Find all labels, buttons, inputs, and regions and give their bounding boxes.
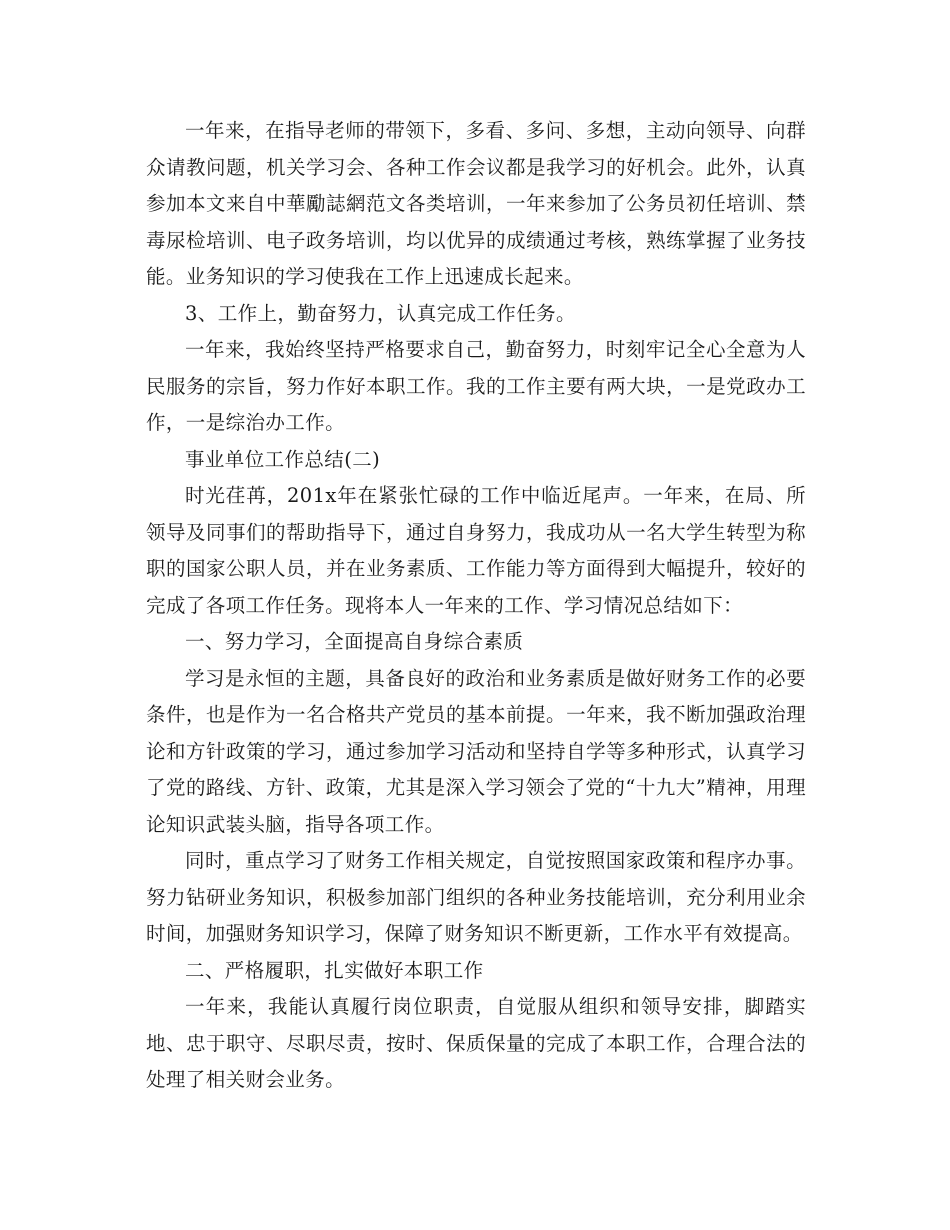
paragraph-year-overview: 时光荏苒，201x年在紧张忙碌的工作中临近尾声。一年来，在局、所领导及同事们的帮助指导下，通过自身努力，我成功从一名大学生转型为称职的国家公职人员，并在业务素质、工作能力等方面得到大幅提升，较好的完成了各项工作任务。现将本人一年来的工作、学习情况总结如下：	[146, 484, 806, 617]
paragraph-finance-study: 同时，重点学习了财务工作相关规定，自觉按照国家政策和程序办事。努力钻研业务知识，积极参加部门组织的各种业务技能培训，充分利用业余时间，加强财务知识学习，保障了财务知识不断更新，工作水平有效提高。	[146, 849, 806, 945]
document-title-summary-two: 事业单位工作总结(二)	[185, 447, 381, 471]
section-heading-study: 一、努力学习，全面提高自身综合素质	[185, 630, 524, 653]
paragraph-job-performance: 一年来，我能认真履行岗位职责，自觉服从组织和领导安排，脚踏实地、忠于职守、尽职尽责，按时、保质保量的完成了本职工作，合理合法的处理了相关财会业务。	[146, 995, 806, 1091]
section-heading-duties: 二、严格履职，扎实做好本职工作	[185, 958, 484, 982]
paragraph-training: 一年来，在指导老师的带领下，多看、多问、多想，主动向领导、向群众请教问题，机关学习会、各种工作会议都是我学习的好机会。此外，认真参加本文来自中華勵誌網范文各类培训，一年来参加了公务员初任培训、禁毒尿检培训、电子政务培训，均以优异的成绩通过考核，熟练掌握了业务技能。业务知识的学习使我在工作上迅速成长起来。	[146, 119, 806, 288]
section-heading-work-diligence: 3、工作上，勤奋努力，认真完成工作任务。	[185, 301, 576, 325]
document-body	[146, 113, 806, 1099]
paragraph-strict-requirements: 一年来，我始终坚持严格要求自己，勤奋努力，时刻牢记全心全意为人民服务的宗旨，努力作好本职工作。我的工作主要有两大块，一是党政办工作，一是综治办工作。	[146, 338, 806, 434]
paragraph-political-study: 学习是永恒的主题，具备良好的政治和业务素质是做好财务工作的必要条件，也是作为一名合格共产党员的基本前提。一年来，我不断加强政治理论和方针政策的学习，通过参加学习活动和坚持自学等多种形式，认真学习了党的路线、方针、政策，尤其是深入学习领会了党的“十九大”精神，用理论知识武装头脑，指导各项工作。	[146, 666, 806, 836]
